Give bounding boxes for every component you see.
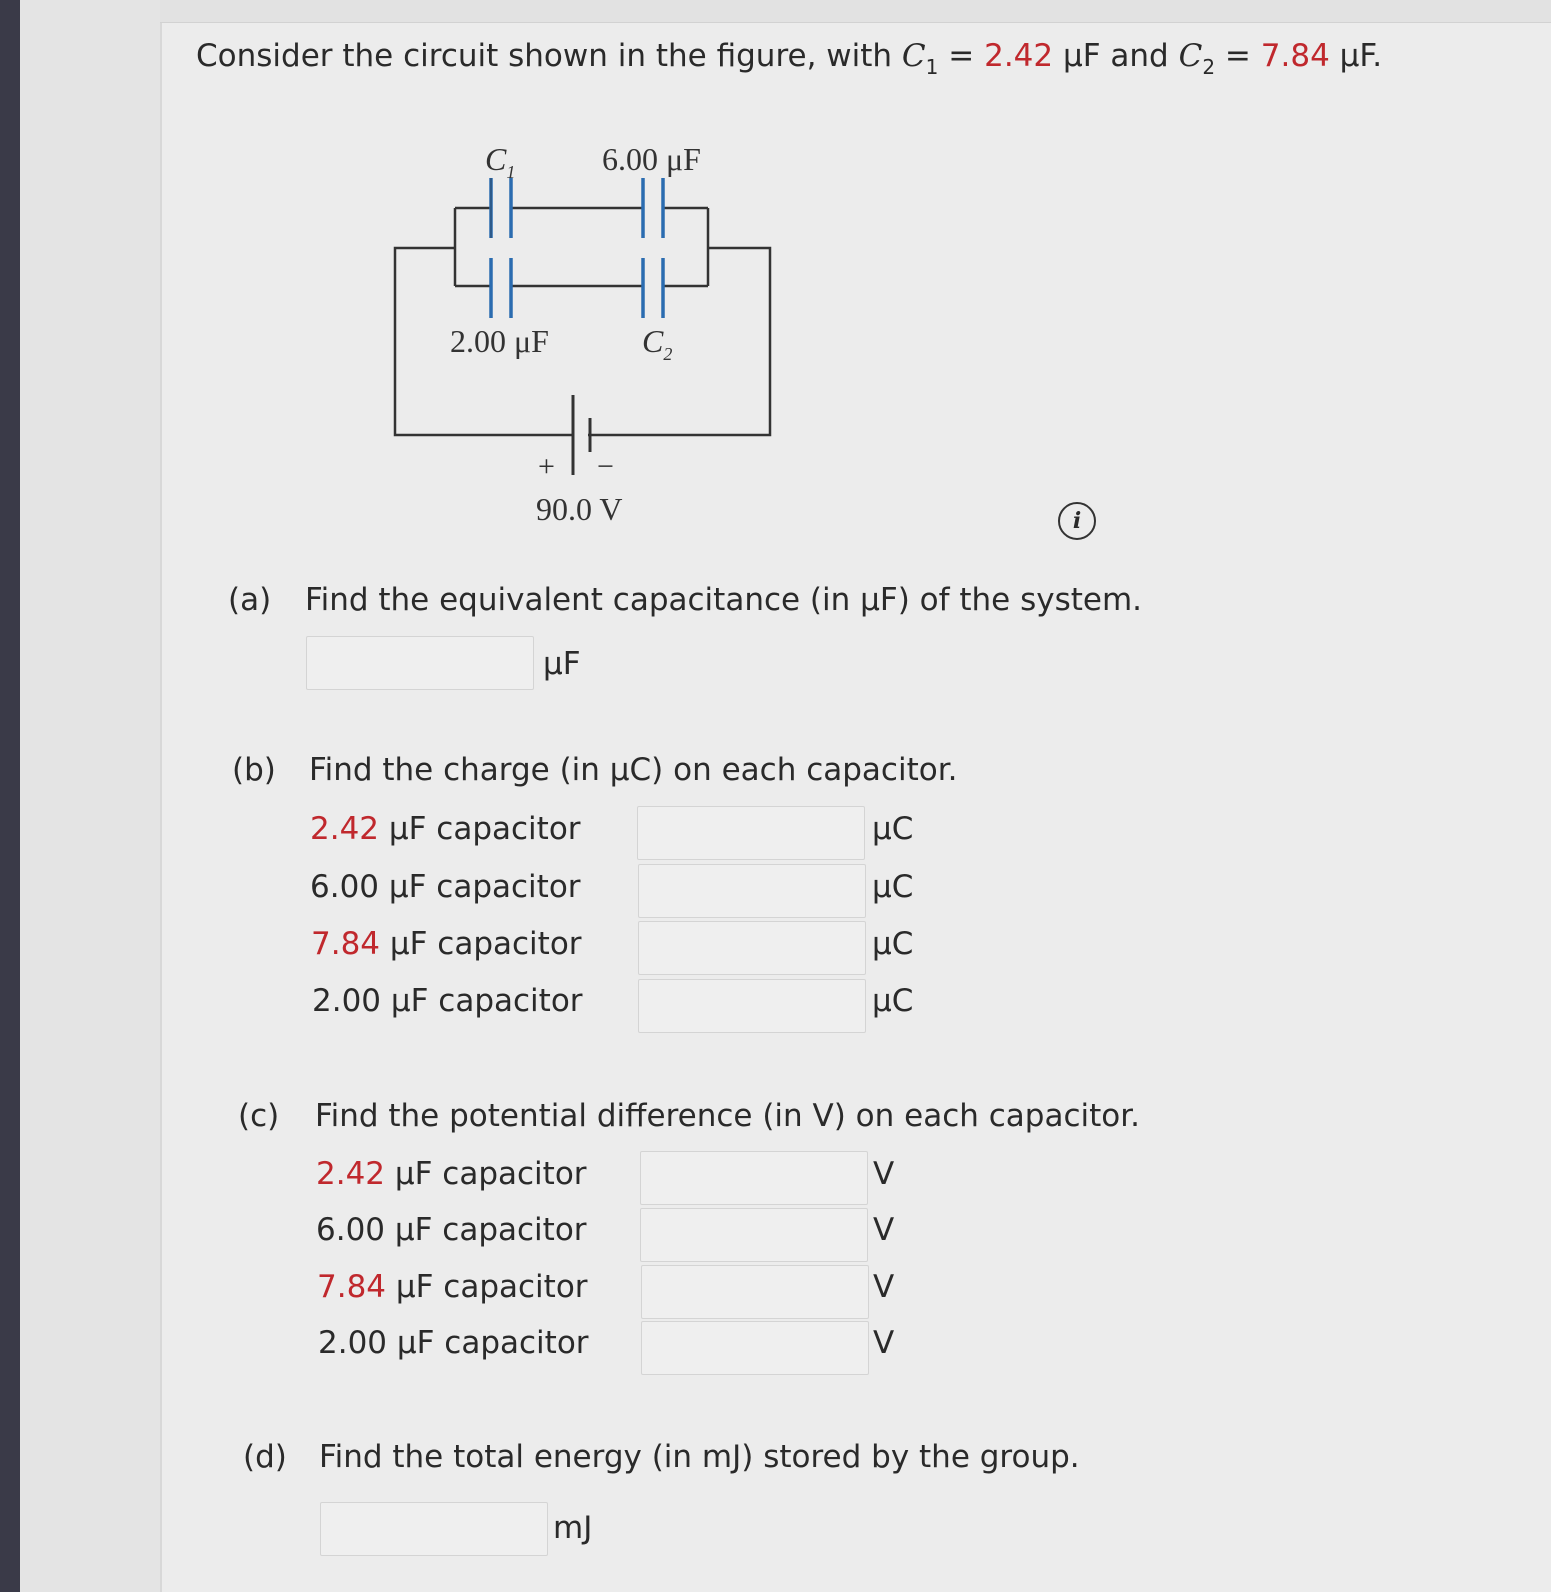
part-b-row-label <box>312 983 583 1019</box>
part-c-row-label <box>318 1325 589 1361</box>
capacitor-value: 2.00 <box>318 1325 388 1361</box>
part-b-unit: μC <box>872 926 914 962</box>
part-c-question: Find the potential difference (in V) on each capacitor. <box>315 1098 1141 1134</box>
capacitor-value: 2.00 <box>312 983 382 1019</box>
wires <box>395 208 770 435</box>
part-c-answer-input[interactable] <box>641 1265 869 1319</box>
part-b-answer-input[interactable] <box>637 806 865 860</box>
equals-sign-2: = <box>1224 38 1251 74</box>
part-b-row-label <box>310 811 581 847</box>
problem-statement <box>196 38 1382 79</box>
part-c-answer-input[interactable] <box>640 1151 868 1205</box>
cap2-label: 2.00 μF <box>450 323 549 359</box>
part-a-letter: (a) <box>228 582 272 618</box>
left-margin <box>20 0 160 1592</box>
c2-symbol: C <box>1178 38 1203 74</box>
c1-value: 2.42 <box>984 38 1054 74</box>
c2-label: $C_2$ <box>642 323 673 364</box>
part-a-question: Find the equivalent capacitance (in μF) of the system. <box>305 582 1143 618</box>
c2-value: 7.84 <box>1260 38 1330 74</box>
battery-voltage: 90.0 V <box>536 491 623 527</box>
part-c-unit: V <box>873 1212 895 1248</box>
part-c-unit: V <box>873 1156 895 1192</box>
info-icon[interactable]: i <box>1058 502 1096 540</box>
part-b-row-label <box>310 869 581 905</box>
outer-wire-right <box>588 248 770 435</box>
part-c-row-label <box>316 1156 587 1192</box>
part-b-row-label <box>311 926 582 962</box>
part-b-unit: μC <box>872 811 914 847</box>
part-d-question: Find the total energy (in mJ) stored by the group. <box>319 1439 1080 1475</box>
unit-uf: μF <box>1062 38 1101 74</box>
capacitor-suffix: μF capacitor <box>385 1156 587 1192</box>
capacitor-suffix: μF capacitor <box>379 869 581 905</box>
part-a-unit: μF <box>543 646 581 682</box>
c1-label: $C_1$ <box>485 141 516 182</box>
battery-symbol <box>573 395 590 475</box>
part-d-letter: (d) <box>243 1439 287 1475</box>
part-c-unit: V <box>873 1269 895 1305</box>
battery-minus: − <box>597 450 614 483</box>
capacitor-value: 6.00 <box>316 1212 386 1248</box>
capacitor-suffix: μF capacitor <box>385 1212 587 1248</box>
part-b-answer-input[interactable] <box>638 864 866 918</box>
equals-sign: = <box>948 38 975 74</box>
cap6-label: 6.00 μF <box>602 141 701 177</box>
and-word: and <box>1110 38 1169 74</box>
part-b-answer-input[interactable] <box>638 921 866 975</box>
part-b-unit: μC <box>872 869 914 905</box>
c1-subscript: 1 <box>925 55 939 79</box>
part-d-unit: mJ <box>553 1510 593 1546</box>
part-b-question: Find the charge (in μC) on each capacitor. <box>309 752 958 788</box>
capacitor-suffix: μF capacitor <box>381 983 583 1019</box>
capacitor-suffix: μF capacitor <box>386 1269 588 1305</box>
capacitor-suffix: μF capacitor <box>380 926 582 962</box>
capacitor-suffix: μF capacitor <box>379 811 581 847</box>
circuit-diagram <box>380 130 800 540</box>
battery-plus: + <box>538 450 555 483</box>
part-b-unit: μC <box>872 983 914 1019</box>
part-c-letter: (c) <box>238 1098 280 1134</box>
capacitor-value: 2.42 <box>310 811 380 847</box>
part-a-answer-input[interactable] <box>306 636 534 690</box>
part-c-answer-input[interactable] <box>641 1321 869 1375</box>
c2-subscript: 2 <box>1202 55 1216 79</box>
capacitor-value: 6.00 <box>310 869 380 905</box>
top-edge <box>160 0 1551 23</box>
capacitor-value: 7.84 <box>311 926 381 962</box>
part-b-answer-input[interactable] <box>638 979 866 1033</box>
capacitor-plates <box>491 178 663 318</box>
capacitor-suffix: μF capacitor <box>387 1325 589 1361</box>
part-d-answer-input[interactable] <box>320 1502 548 1556</box>
part-b-letter: (b) <box>232 752 276 788</box>
c1-symbol: C <box>901 38 926 74</box>
capacitor-value: 2.42 <box>316 1156 386 1192</box>
intro-prefix: Consider the circuit shown in the figure, with <box>196 38 893 74</box>
part-c-answer-input[interactable] <box>640 1208 868 1262</box>
part-c-unit: V <box>873 1325 895 1361</box>
left-dark-edge <box>0 0 20 1592</box>
capacitor-value: 7.84 <box>317 1269 387 1305</box>
unit-uf-end: μF. <box>1339 38 1383 74</box>
part-c-row-label <box>317 1269 588 1305</box>
part-c-row-label <box>316 1212 587 1248</box>
